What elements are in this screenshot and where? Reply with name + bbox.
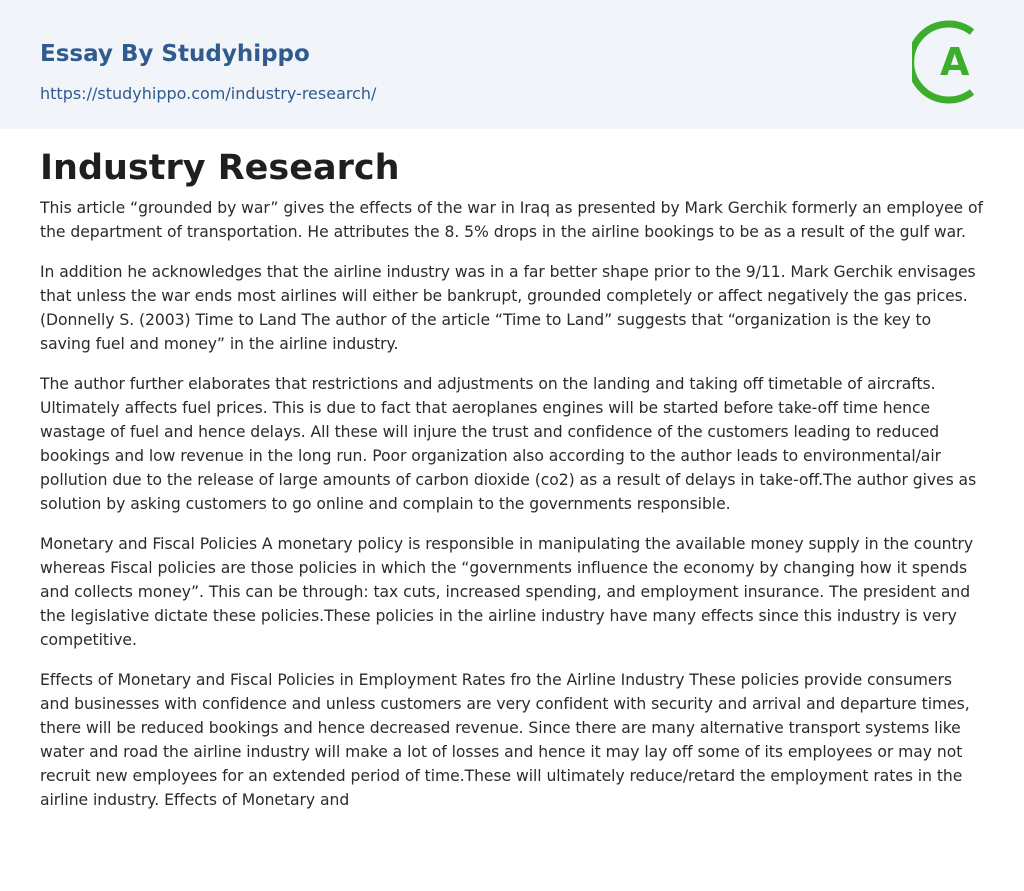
article-paragraph-3: The author further elaborates that restrictions and adjustments on the landing and taking off timetable of aircrafts. Ultimately affects fuel prices. This is due to fact that aeroplanes engines will be started before take-off time hence wastage of fuel and hence delays. All these will injure the trust and confidence of the customers leading to reduced bookings and low revenue in the long run. Poor organization also according to the author leads to environmental/air pollution due to the release of large amounts of carbon dioxide (co2) as a result of delays in take-off.The author gives as solution by asking customers to go online and complain to the governments responsible.: [40, 375, 977, 513]
article-paragraph-1: This article “grounded by war” gives the effects of the war in Iraq as presented by Mark Gerchik formerly an employee of the department of transportation. He attributes the 8. 5% drops in the airline bookings to be as a result of the gulf war.: [40, 199, 983, 241]
page-header: [0, 0, 1024, 129]
article-url-link[interactable]: https://studyhippo.com/industry-research/: [40, 84, 377, 103]
article-title: Industry Research: [40, 148, 400, 188]
article-paragraph-2: In addition he acknowledges that the airline industry was in a far better shape prior to the 9/11. Mark Gerchik envisages that unless the war ends most airlines will either be bankrupt, grounded completely or affect negatively the gas prices. (Donnelly S. (2003) Time to Land The author of the article “Time to Land” suggests that “organization is the key to saving fuel and money” in the airline industry.: [40, 263, 976, 353]
logo-letter: A: [940, 40, 970, 84]
site-brand[interactable]: Essay By Studyhippo: [40, 41, 310, 67]
article-body: [0, 129, 1024, 812]
article-paragraph-5: Effects of Monetary and Fiscal Policies in Employment Rates fro the Airline Industry These policies provide consumers and businesses with confidence and unless customers are very confident with security and arrival and departure times, there will be reduced bookings and hence decreased revenue. Since there are many alternative transport systems like water and road the airline industry will make a lot of losses and hence it may lay off some of its employees or may not recruit new employees for an extended period of time.These will ultimately reduce/retard the employment rates in the airline industry. Effects of Monetary and: [40, 671, 970, 809]
studyhippo-logo-icon[interactable]: [912, 20, 986, 104]
article-paragraph-4: Monetary and Fiscal Policies A monetary policy is responsible in manipulating the available money supply in the country whereas Fiscal policies are those policies in which the “governments influence the economy by changing how it spends and collects money”. This can be through: tax cuts, increased spending, and employment insurance. The president and the legislative dictate these policies.These policies in the airline industry have many effects since this industry is very competitive.: [40, 535, 974, 649]
